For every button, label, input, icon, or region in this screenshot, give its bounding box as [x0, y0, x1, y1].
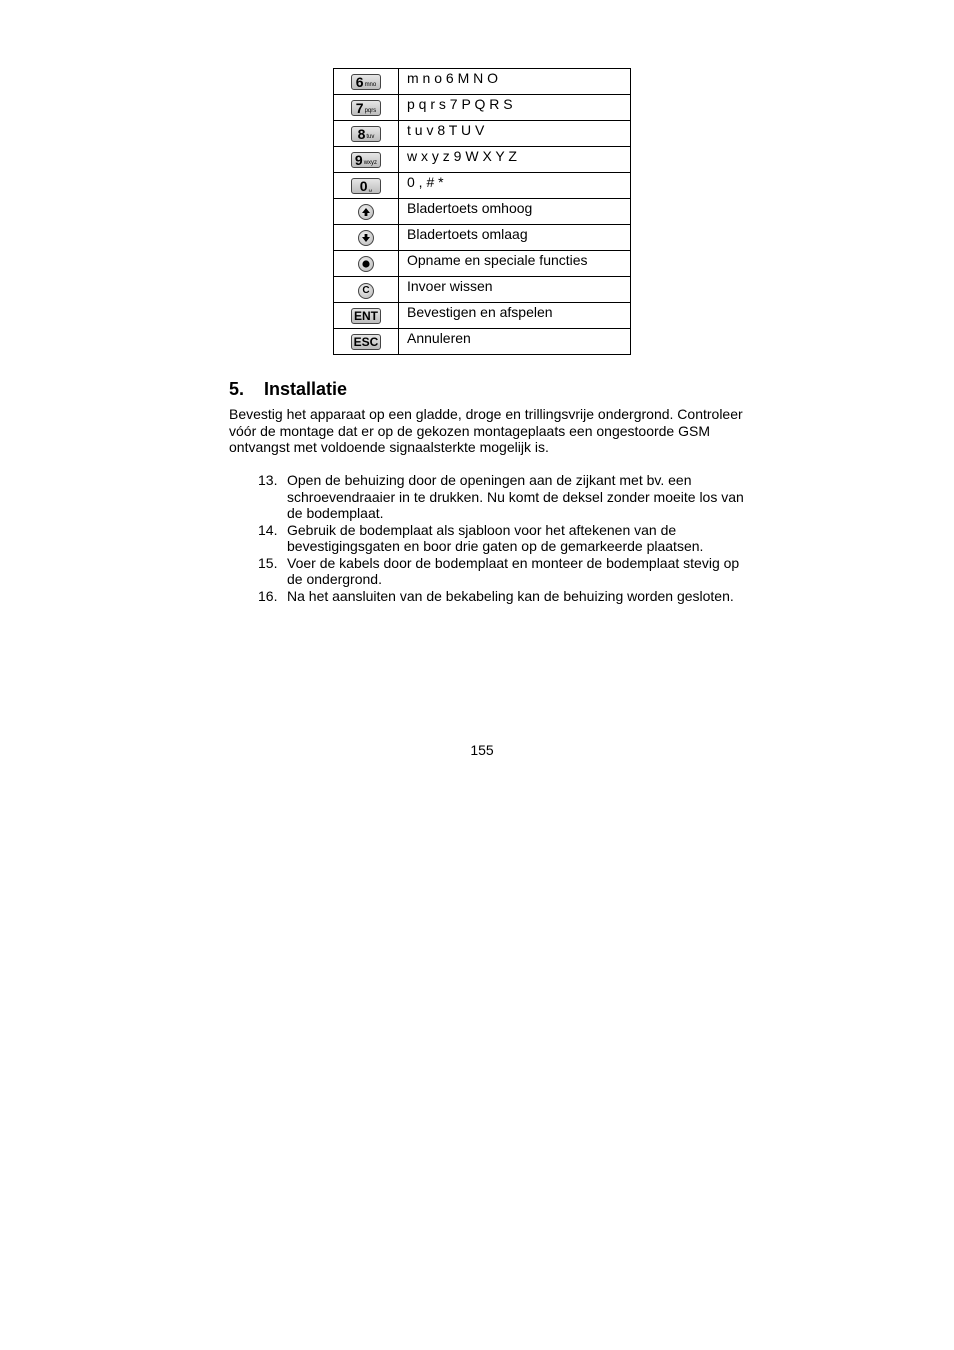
list-item	[229, 555, 749, 588]
scroll-down-icon	[358, 230, 374, 246]
escape-key-icon: ESC	[351, 334, 381, 350]
key-number: 8	[357, 125, 366, 142]
table-row	[334, 251, 631, 277]
list-item	[229, 472, 749, 522]
key-description: Bladertoets omhoog	[399, 199, 631, 225]
key-description: Bladertoets omlaag	[399, 225, 631, 251]
step-number: 15.	[258, 554, 278, 571]
key-cell	[334, 277, 399, 303]
key-6-icon	[351, 74, 381, 90]
key-cell	[334, 121, 399, 147]
key-letters: tuv	[366, 133, 375, 140]
key-description: Bevestigen en afspelen	[399, 303, 631, 329]
section-number: 5.	[229, 379, 245, 399]
key-cell	[334, 303, 399, 329]
key-cell	[334, 95, 399, 121]
key-letters: wxyz	[363, 159, 378, 166]
key-number: 9	[354, 151, 363, 168]
step-text: Na het aansluiten van de bekabeling kan de behuizing worden gesloten.	[287, 587, 734, 604]
key-cell	[334, 225, 399, 251]
key-number: 6	[355, 73, 364, 90]
key-description: m n o 6 M N O	[399, 69, 631, 95]
key-0-icon	[351, 178, 381, 194]
key-description: t u v 8 T U V	[399, 121, 631, 147]
key-description: p q r s 7 P Q R S	[399, 95, 631, 121]
key-description: Invoer wissen	[399, 277, 631, 303]
section-title: Installatie	[264, 379, 348, 399]
key-cell	[334, 69, 399, 95]
table-row	[334, 303, 631, 329]
step-number: 16.	[258, 587, 278, 604]
step-text: Voer de kabels door de bodemplaat en monteer de bodemplaat stevig op de ondergrond.	[287, 554, 740, 587]
section-heading	[229, 379, 347, 400]
enter-key-icon: ENT	[351, 308, 381, 324]
list-item	[229, 522, 749, 555]
key-description: 0 , # *	[399, 173, 631, 199]
key-cell	[334, 173, 399, 199]
step-text: Open de behuizing door de openingen aan de zijkant met bv. een schroevendraaier in te drukken. Nu komt de deksel zonder moeite los van de bodemplaat.	[287, 472, 744, 521]
table-row	[334, 147, 631, 173]
key-table	[333, 68, 631, 355]
key-description: Annuleren	[399, 329, 631, 355]
key-number: 0	[359, 177, 368, 194]
step-text: Gebruik de bodemplaat als sjabloon voor het aftekenen van de bevestigingsgaten en boor drie gaten op de gemarkeerde plaatsen.	[287, 521, 704, 554]
key-cell	[334, 329, 399, 355]
table-row	[334, 199, 631, 225]
record-icon	[358, 256, 374, 272]
key-description: Opname en speciale functies	[399, 251, 631, 277]
table-row	[334, 69, 631, 95]
scroll-up-icon	[358, 204, 374, 220]
table-row	[334, 95, 631, 121]
table-row	[334, 329, 631, 355]
clear-key-icon: C	[358, 283, 374, 299]
table-row	[334, 173, 631, 199]
key-cell	[334, 199, 399, 225]
key-cell	[334, 251, 399, 277]
key-letters: mno	[364, 81, 377, 88]
key-letters: ␣	[368, 185, 373, 192]
table-row	[334, 225, 631, 251]
installation-steps	[229, 472, 749, 604]
table-row	[334, 277, 631, 303]
step-number: 14.	[258, 521, 278, 538]
intro-paragraph: Bevestig het apparaat op een gladde, droge en trillingsvrije ondergrond. Controleer vóór de montage dat er op de gekozen montageplaats een ongestoorde GSM ontvangst met voldoende signaalsterkte mogelijk is.	[229, 406, 743, 455]
table-row	[334, 121, 631, 147]
key-number: 7	[355, 99, 364, 116]
key-description: w x y z 9 W X Y Z	[399, 147, 631, 173]
key-cell	[334, 147, 399, 173]
list-item	[229, 588, 749, 605]
key-letters: pqrs	[364, 107, 377, 114]
page-number: 155	[470, 742, 494, 758]
key-9-icon	[351, 152, 381, 168]
step-number: 13.	[258, 472, 278, 488]
key-8-icon	[351, 126, 381, 142]
key-7-icon	[351, 100, 381, 116]
